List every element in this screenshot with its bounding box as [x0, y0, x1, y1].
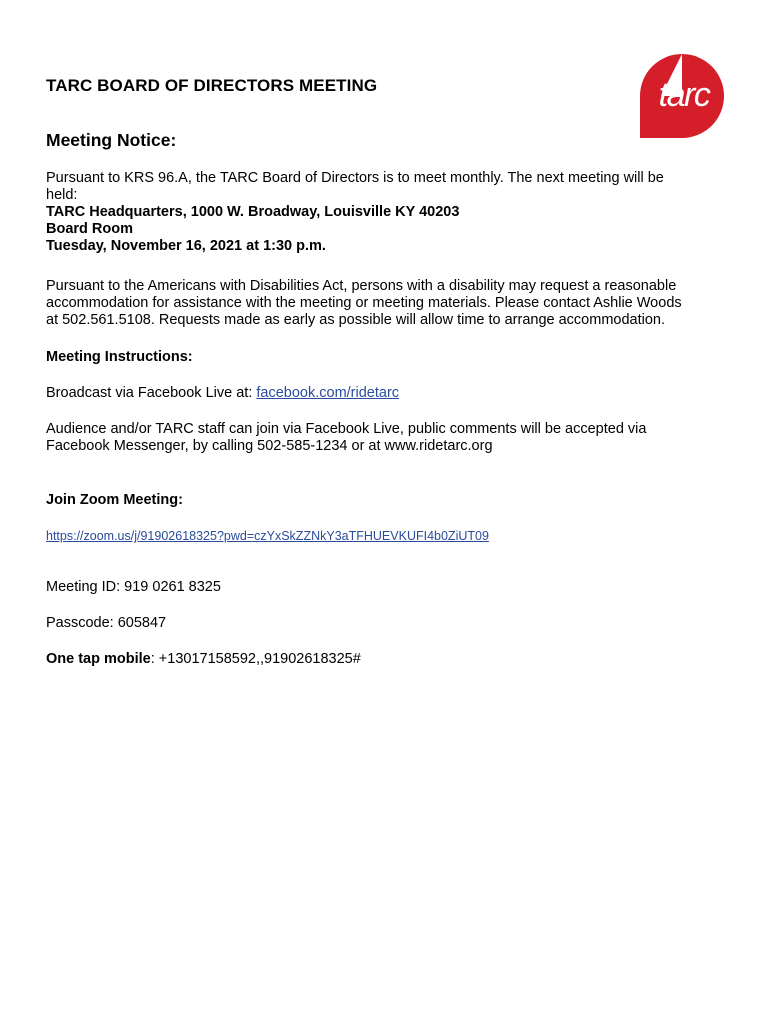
facebook-link[interactable]: facebook.com/ridetarc — [256, 385, 400, 401]
tarc-logo — [638, 54, 726, 138]
zoom-passcode: Passcode: 605847 — [46, 615, 167, 631]
zoom-link-line — [46, 528, 706, 545]
meeting-notice-heading: Meeting Notice: — [46, 130, 177, 150]
audience-line-1: Audience and/or TARC staff can join via Facebook Live, public comments will be accepted via — [46, 421, 647, 437]
one-tap-value: : +13017158592,,91902618325# — [150, 651, 361, 667]
broadcast-line — [46, 385, 706, 402]
audience-block — [46, 421, 706, 455]
join-zoom-heading: Join Zoom Meeting: — [46, 492, 183, 508]
meeting-instructions-heading: Meeting Instructions: — [46, 349, 193, 365]
meeting-datetime: Tuesday, November 16, 2021 at 1:30 p.m. — [46, 238, 326, 254]
ada-line-3: at 502.561.5108. Requests made as early as possible will allow time to arrange accommodation. — [46, 312, 666, 328]
broadcast-prefix: Broadcast via Facebook Live at: — [46, 385, 257, 401]
one-tap-label: One tap mobile — [46, 651, 151, 667]
ada-notice-block — [46, 278, 706, 329]
ada-line-1: Pursuant to the Americans with Disabilities Act, persons with a disability may request a reasonable — [46, 278, 677, 294]
notice-intro-line-2: held: — [46, 187, 78, 203]
meeting-notice-block — [46, 170, 706, 255]
ada-line-2: accommodation for assistance with the meeting or meeting materials. Please contact Ashlie Woods — [46, 295, 682, 311]
audience-line-2: Facebook Messenger, by calling 502-585-1234 or at www.ridetarc.org — [46, 438, 493, 454]
meeting-room: Board Room — [46, 221, 133, 237]
page-title: TARC BOARD OF DIRECTORS MEETING — [46, 76, 378, 95]
zoom-meeting-id: Meeting ID: 919 0261 8325 — [46, 579, 221, 595]
one-tap-mobile-line — [46, 651, 706, 668]
logo-wordmark: tarc — [658, 76, 710, 114]
zoom-meeting-link[interactable]: https://zoom.us/j/91902618325?pwd=czYxSkZZNkY3aTFHUEVKUFI4b0ZiUT09 — [46, 529, 489, 543]
meeting-location: TARC Headquarters, 1000 W. Broadway, Louisville KY 40203 — [46, 204, 460, 220]
notice-intro-line-1: Pursuant to KRS 96.A, the TARC Board of Directors is to meet monthly. The next meeting will be — [46, 170, 664, 186]
